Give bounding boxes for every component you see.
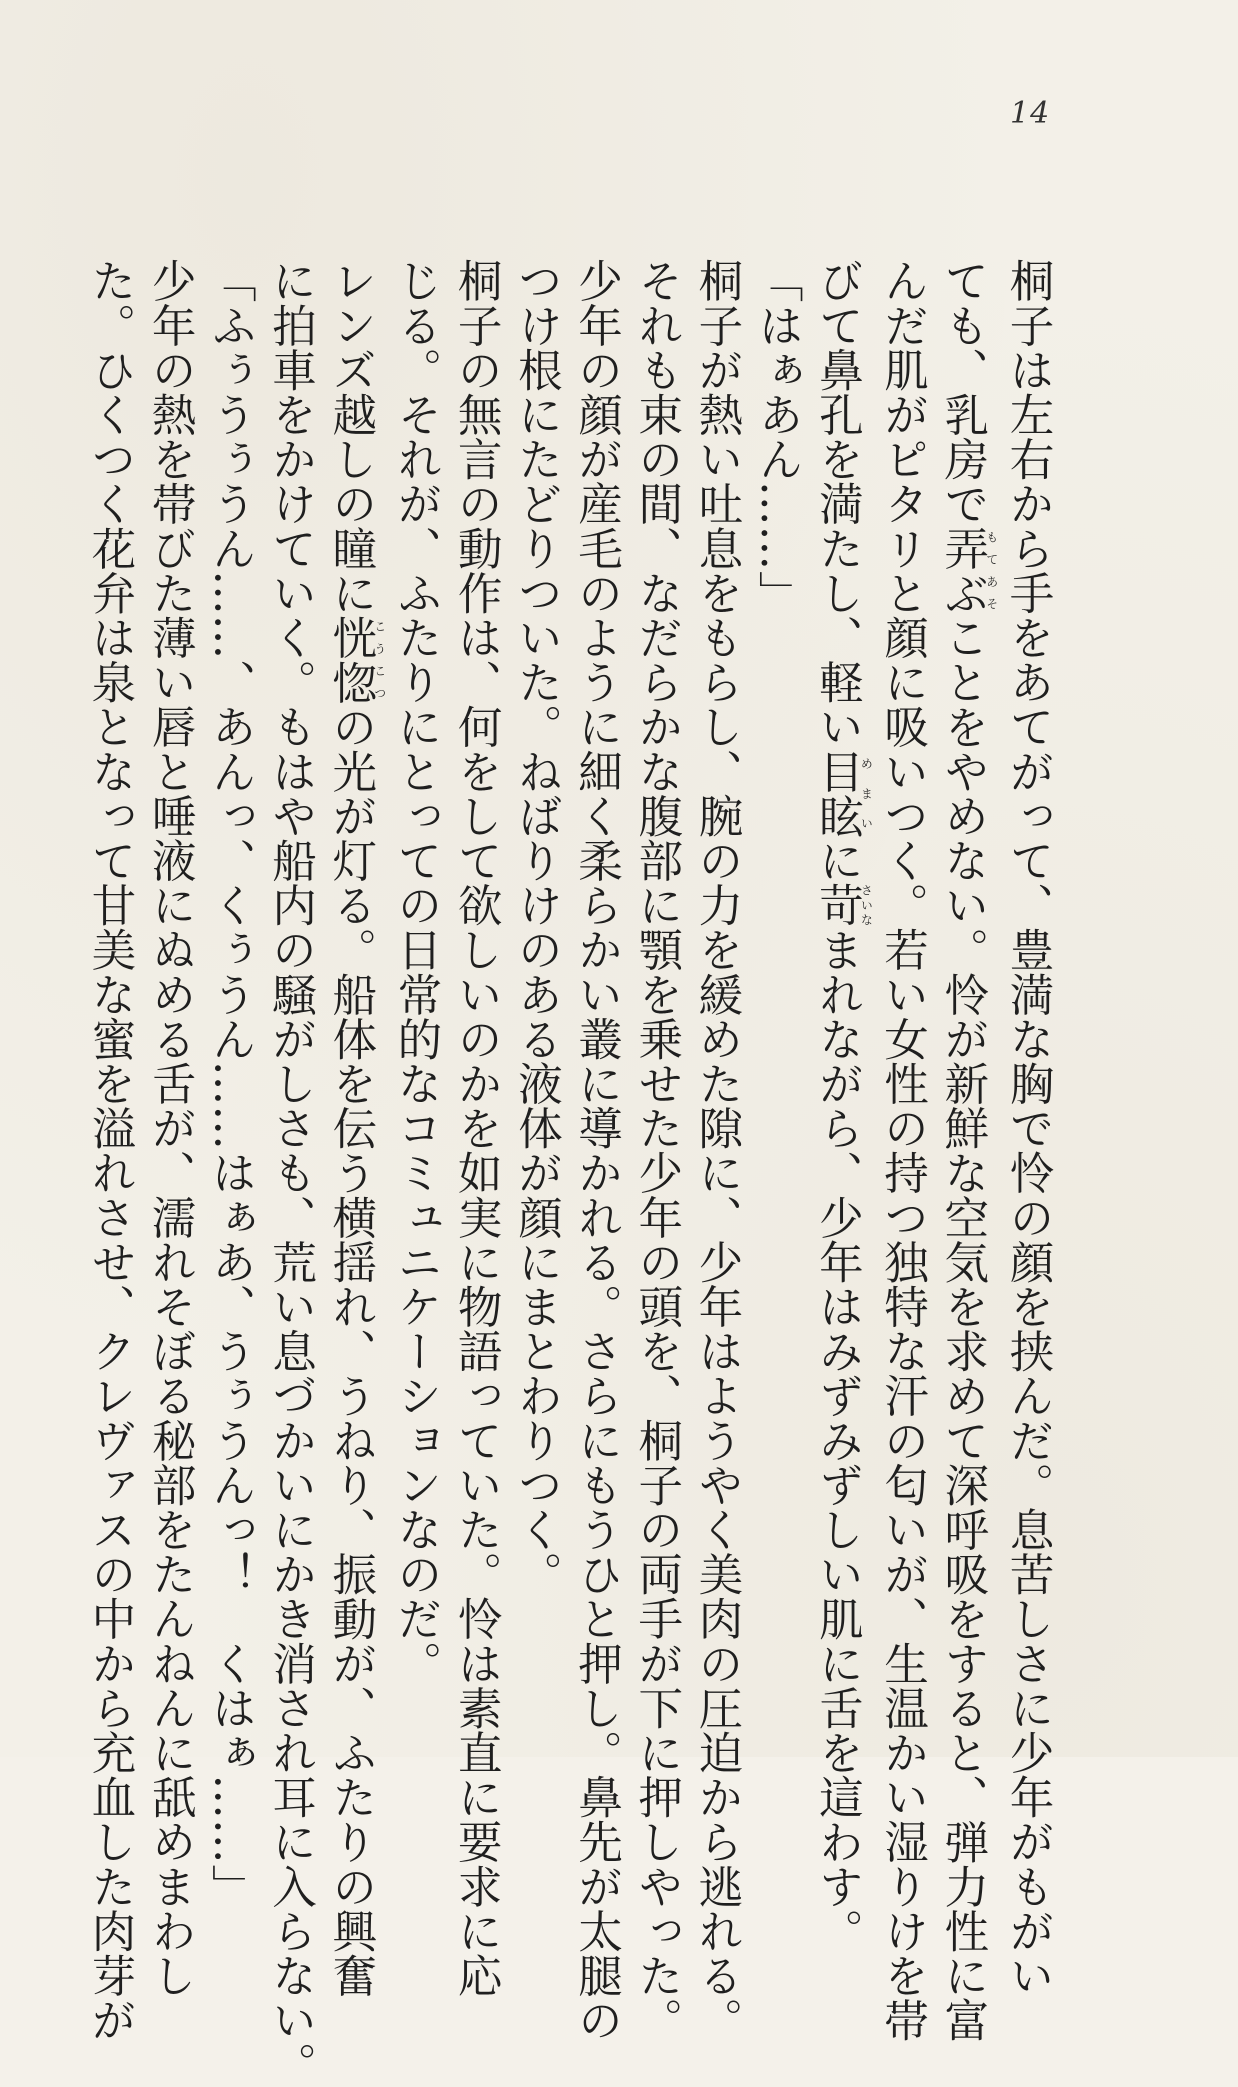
text-column: それも束の間、なだらかな腹部に顎を乗せた少年の頭を、桐子の両手が下に押しやった。	[630, 258, 683, 2042]
page-number: 14	[1010, 96, 1051, 131]
text-column: んだ肌がピタリと顔に吸いつく。若い女性の持つ独特な汗の匂いが、生温かい湿りけを帯	[876, 258, 929, 2042]
text-column: びて鼻孔を満たし、軽い目眩めまいに苛さいなまれながら、少年はみずみずしい肌に舌を這わす。	[811, 258, 874, 1953]
text-column: 「はぁあん……」	[751, 258, 804, 615]
text-column: 「ふぅうぅうん……、あんっ、くぅうん……はぁあ、うぅうんっ！ くはぁ……」	[204, 258, 257, 1909]
text-column: た。ひくつく花弁は泉となって甘美な蜜を溢れさせ、クレヴァスの中から充血した肉芽が	[83, 258, 136, 2042]
text-column: 桐子が熱い吐息をもらし、腕の力を緩めた隙に、少年はようやく美肉の圧迫から逃れる。	[690, 258, 743, 2042]
text-column: 少年の顔が産毛のように細く柔らかい叢に導かれる。さらにもうひと押し。鼻先が太腿の	[570, 258, 623, 2042]
text-column: ても、乳房で弄ぶもてあそことをやめない。怜が新鮮な空気を求めて深呼吸をすると、弾力性に富	[936, 258, 999, 2043]
text-column: 少年の熱を帯びた薄い唇と唾液にぬめる舌が、濡れそぼる秘部をたんねんに舐めまわし	[144, 258, 197, 1998]
text-column: に拍車をかけていく。もはや船内の騒がしさも、荒い息づかいにかき消され耳に入らない。	[264, 258, 317, 2087]
text-column: つけ根にたどりついた。ねばりけのある液体が顔にまとわりつく。	[510, 258, 563, 1596]
body-text	[83, 258, 1058, 2087]
text-column: じる。それが、ふたりにとっての日常的なコミュニケーションなのだ。	[389, 258, 442, 1686]
text-column: レンズ越しの瞳に恍惚こうこつの光が灯る。船体を伝う横揺れ、うねり、振動が、ふたりの興奮	[324, 258, 387, 1998]
text-column: 桐子は左右から手をあてがって、豊満な胸で怜の顔を挟んだ。息苦しさに少年がもがい	[1002, 258, 1054, 1998]
text-column: 桐子の無言の動作は、何をして欲しいのかを如実に物語っていた。怜は素直に要求に応	[450, 258, 503, 1998]
